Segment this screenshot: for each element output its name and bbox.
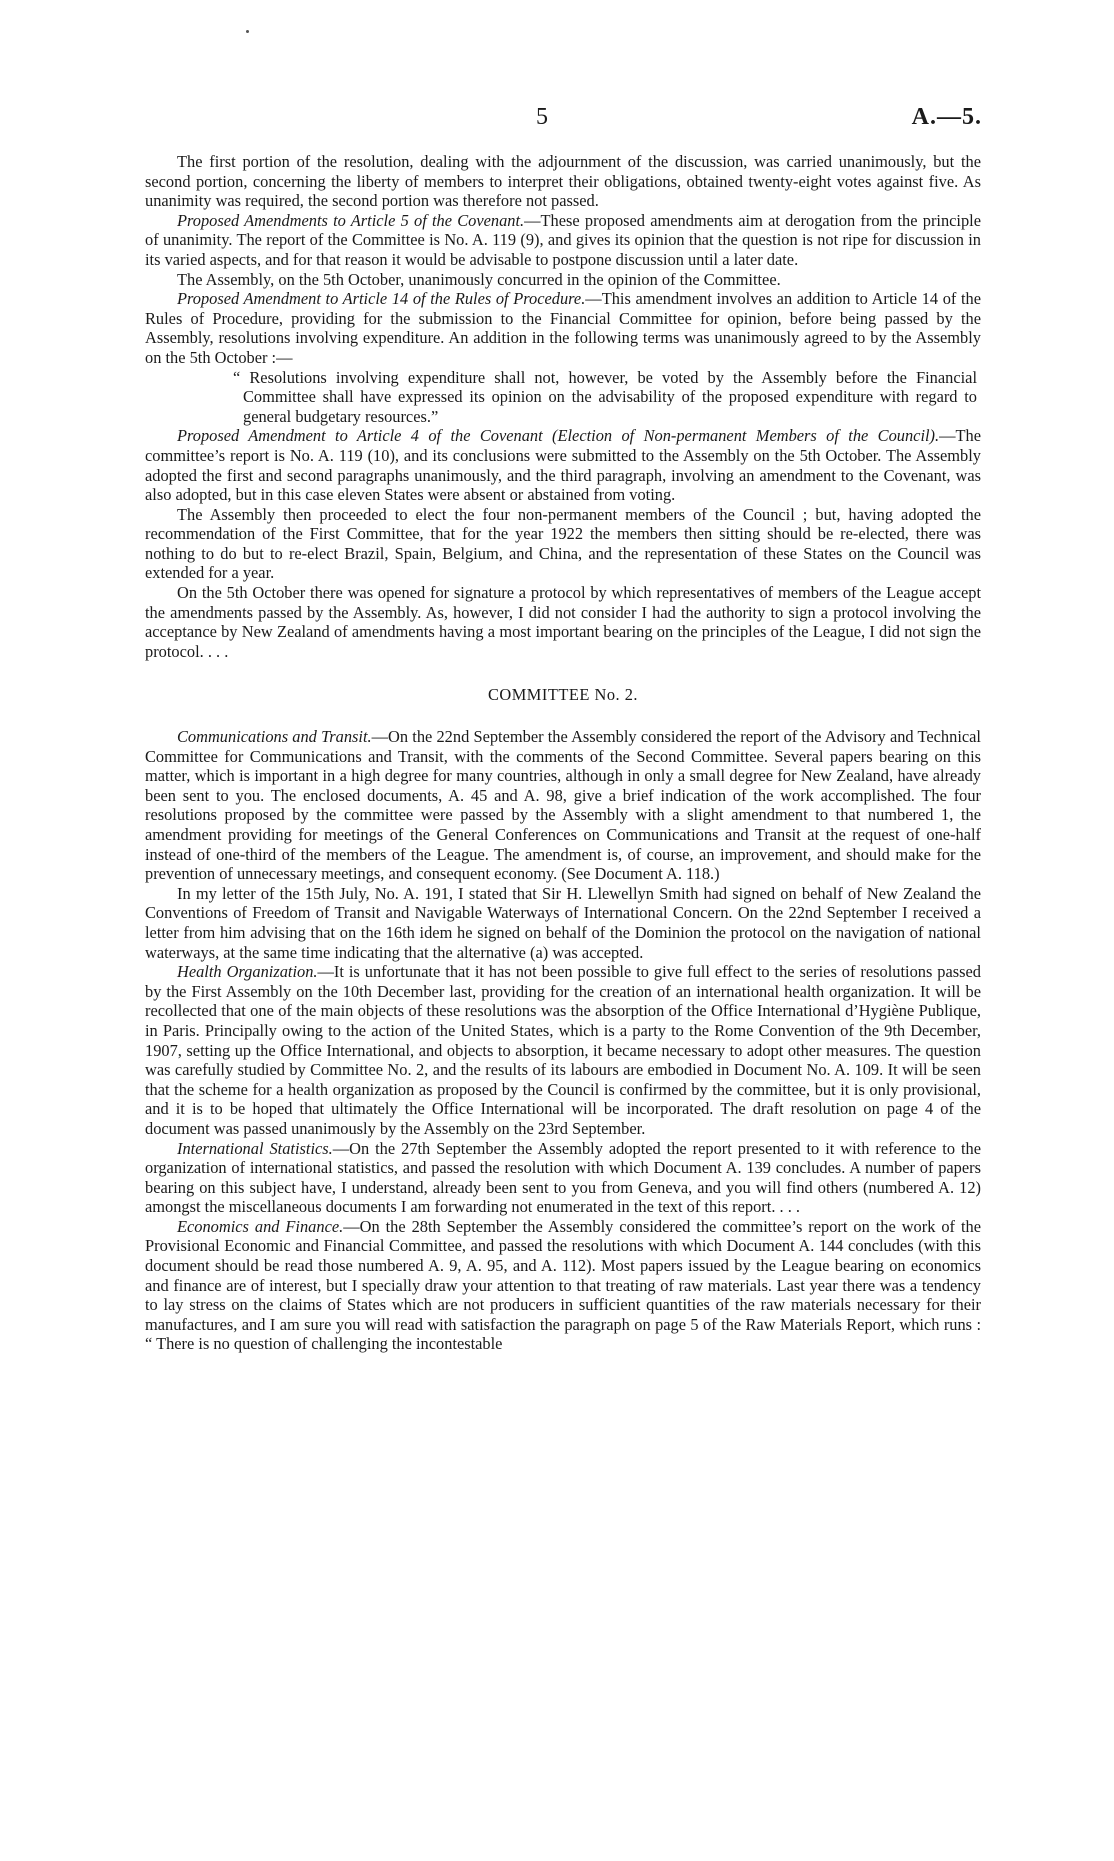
paragraph: Proposed Amendment to Article 4 of the Covenant (Election of Non-permanent Members of the Council).—The committee’s report is No. A. 119 (10), and its conclusions were submitted to the Assembly on the 5th October. The Assembly adopted the first and second paragraphs unanimously, and the third paragraph, involving an amendment to the Covenant, was also adopted, but in this case eleven States were absent or abstained from voting.	[145, 426, 981, 505]
paragraph: The first portion of the resolution, dealing with the adjournment of the discussion, was carried unanimously, but the second portion, concerning the liberty of members to interpret their obligations, obtained twenty-eight votes against five. As unanimity was required, the second portion was therefore not passed.	[145, 152, 981, 211]
paragraph: Economics and Finance.—On the 28th September the Assembly considered the committee’s report on the work of the Provisional Economic and Financial Committee, and passed the resolutions with which Document A. 144 concludes (with this document should be read those numbered A. 9, A. 95, and A. 112). Most papers issued by the League bearing on economics and finance are of interest, but I specially draw your attention to that treating of raw materials. Last year there was a tendency to lay stress on the claims of States which are not producers in sufficient quantities of the raw materials necessary for their manufactures, and I am sure you will read with satisfaction the paragraph on page 5 of the Raw Materials Report, which runs : “ There is no question of challenging the incontestable	[145, 1216, 981, 1354]
block-quote: “ Resolutions involving expenditure shall not, however, be voted by the Assembly before the Financial Committee shall have expressed its opinion on the advisability of the proposed expenditure with regard to general budgetary resources.”	[233, 367, 977, 426]
paragraph: Communications and Transit.—On the 22nd September the Assembly considered the report of the Advisory and Technical Committee for Communications and Transit, with the comments of the Second Committee. Several papers bearing on this matter, which is important in a high degree for many countries, although in only a small degree for New Zealand, have already been sent to you. The enclosed documents, A. 45 and A. 98, give a brief indication of the work accomplished. The four resolutions proposed by the committee were passed by the Assembly with a slight amendment to that numbered 1, the amendment providing for meetings of the General Conferences on Communications and Transit at the request of one-half instead of one-third of the members of the League. The amendment is, of course, an improvement, and should make for the prevention of unnecessary meetings, and consequent economy. (See Document A. 118.)	[145, 727, 981, 884]
paragraph: Health Organization.—It is unfortunate that it has not been possible to give full effect to the series of resolutions passed by the First Assembly on the 10th December last, providing for the creation of an international health organization. It will be recollected that one of the main objects of these resolutions was the absorption of the Office International d’Hygiène Publique, in Paris. Principally owing to the action of the United States, which is a party to the Rome Convention of the 9th December, 1907, setting up the Office International, and objects to absorption, it became necessary to adopt other measures. The question was carefully studied by Committee No. 2, and the results of its labours are embodied in Document No. A. 109. It will be seen that the scheme for a health organization as proposed by the Council is confirmed by the committee, but it is only provisional, and it is to be hoped that ultimately the Office International will be incorporated. The draft resolution on page 4 of the document was passed unanimously by the Assembly on the 23rd September.	[145, 962, 981, 1138]
paragraph: The Assembly, on the 5th October, unanimously concurred in the opinion of the Committee.	[177, 269, 781, 289]
paragraph: The Assembly then proceeded to elect the four non-permanent members of the Council ; but, having adopted the recommendation of the First Committee, that for the year 1922 the members then sitting should be re-elected, there was nothing to do but to re-elect Brazil, Spain, Belgium, and China, and the representation of these States on the Council was extended for a year.	[145, 504, 981, 583]
section-heading: COMMITTEE No. 2.	[487, 685, 639, 705]
paragraph: In my letter of the 15th July, No. A. 191, I stated that Sir H. Llewellyn Smith had signed on behalf of New Zealand the Conventions of Freedom of Transit and Navigable Waterways of International Concern. On the 22nd September I received a letter from him advising that on the 16th idem he signed on behalf of the Dominion the protocol on the navigation of national waterways, at the same time indicating that the alternative (a) was accepted.	[145, 883, 981, 962]
scan-speck	[246, 30, 249, 33]
paragraph: International Statistics.—On the 27th September the Assembly adopted the report presented to it with reference to the organization of international statistics, and passed the resolution with which Document A. 139 concludes. A number of papers bearing on this subject have, I understand, already been sent to you from Geneva, and you will find others (numbered A. 12) amongst the miscellaneous documents I am forwarding not enumerated in the text of this report. . . .	[145, 1138, 981, 1217]
page-number: 5	[536, 104, 548, 130]
document-body	[145, 152, 981, 1354]
paragraph: On the 5th October there was opened for signature a protocol by which representatives of members of the League accept the amendments passed by the Assembly. As, however, I did not consider I had the authority to sign a protocol involving the acceptance by New Zealand of amendments having a most important bearing on the principles of the League, I did not sign the protocol. . . .	[145, 583, 981, 661]
paragraph: Proposed Amendments to Article 5 of the Covenant.—These proposed amendments aim at derogation from the principle of unanimity. The report of the Committee is No. A. 119 (9), and gives its opinion that the question is not ripe for discussion in its varied aspects, and for that reason it would be advisable to postpone discussion until a later date.	[145, 210, 982, 269]
paragraph: Proposed Amendment to Article 14 of the Rules of Procedure.—This amendment involves an addition to Article 14 of the Rules of Procedure, providing for the submission to the Financial Committee for opinion, before being passed by the Assembly, resolutions involving expenditure. An addition in the following terms was unanimously agreed to by the Assembly on the 5th October :—	[145, 289, 981, 367]
document-reference: A.—5.	[911, 104, 982, 130]
